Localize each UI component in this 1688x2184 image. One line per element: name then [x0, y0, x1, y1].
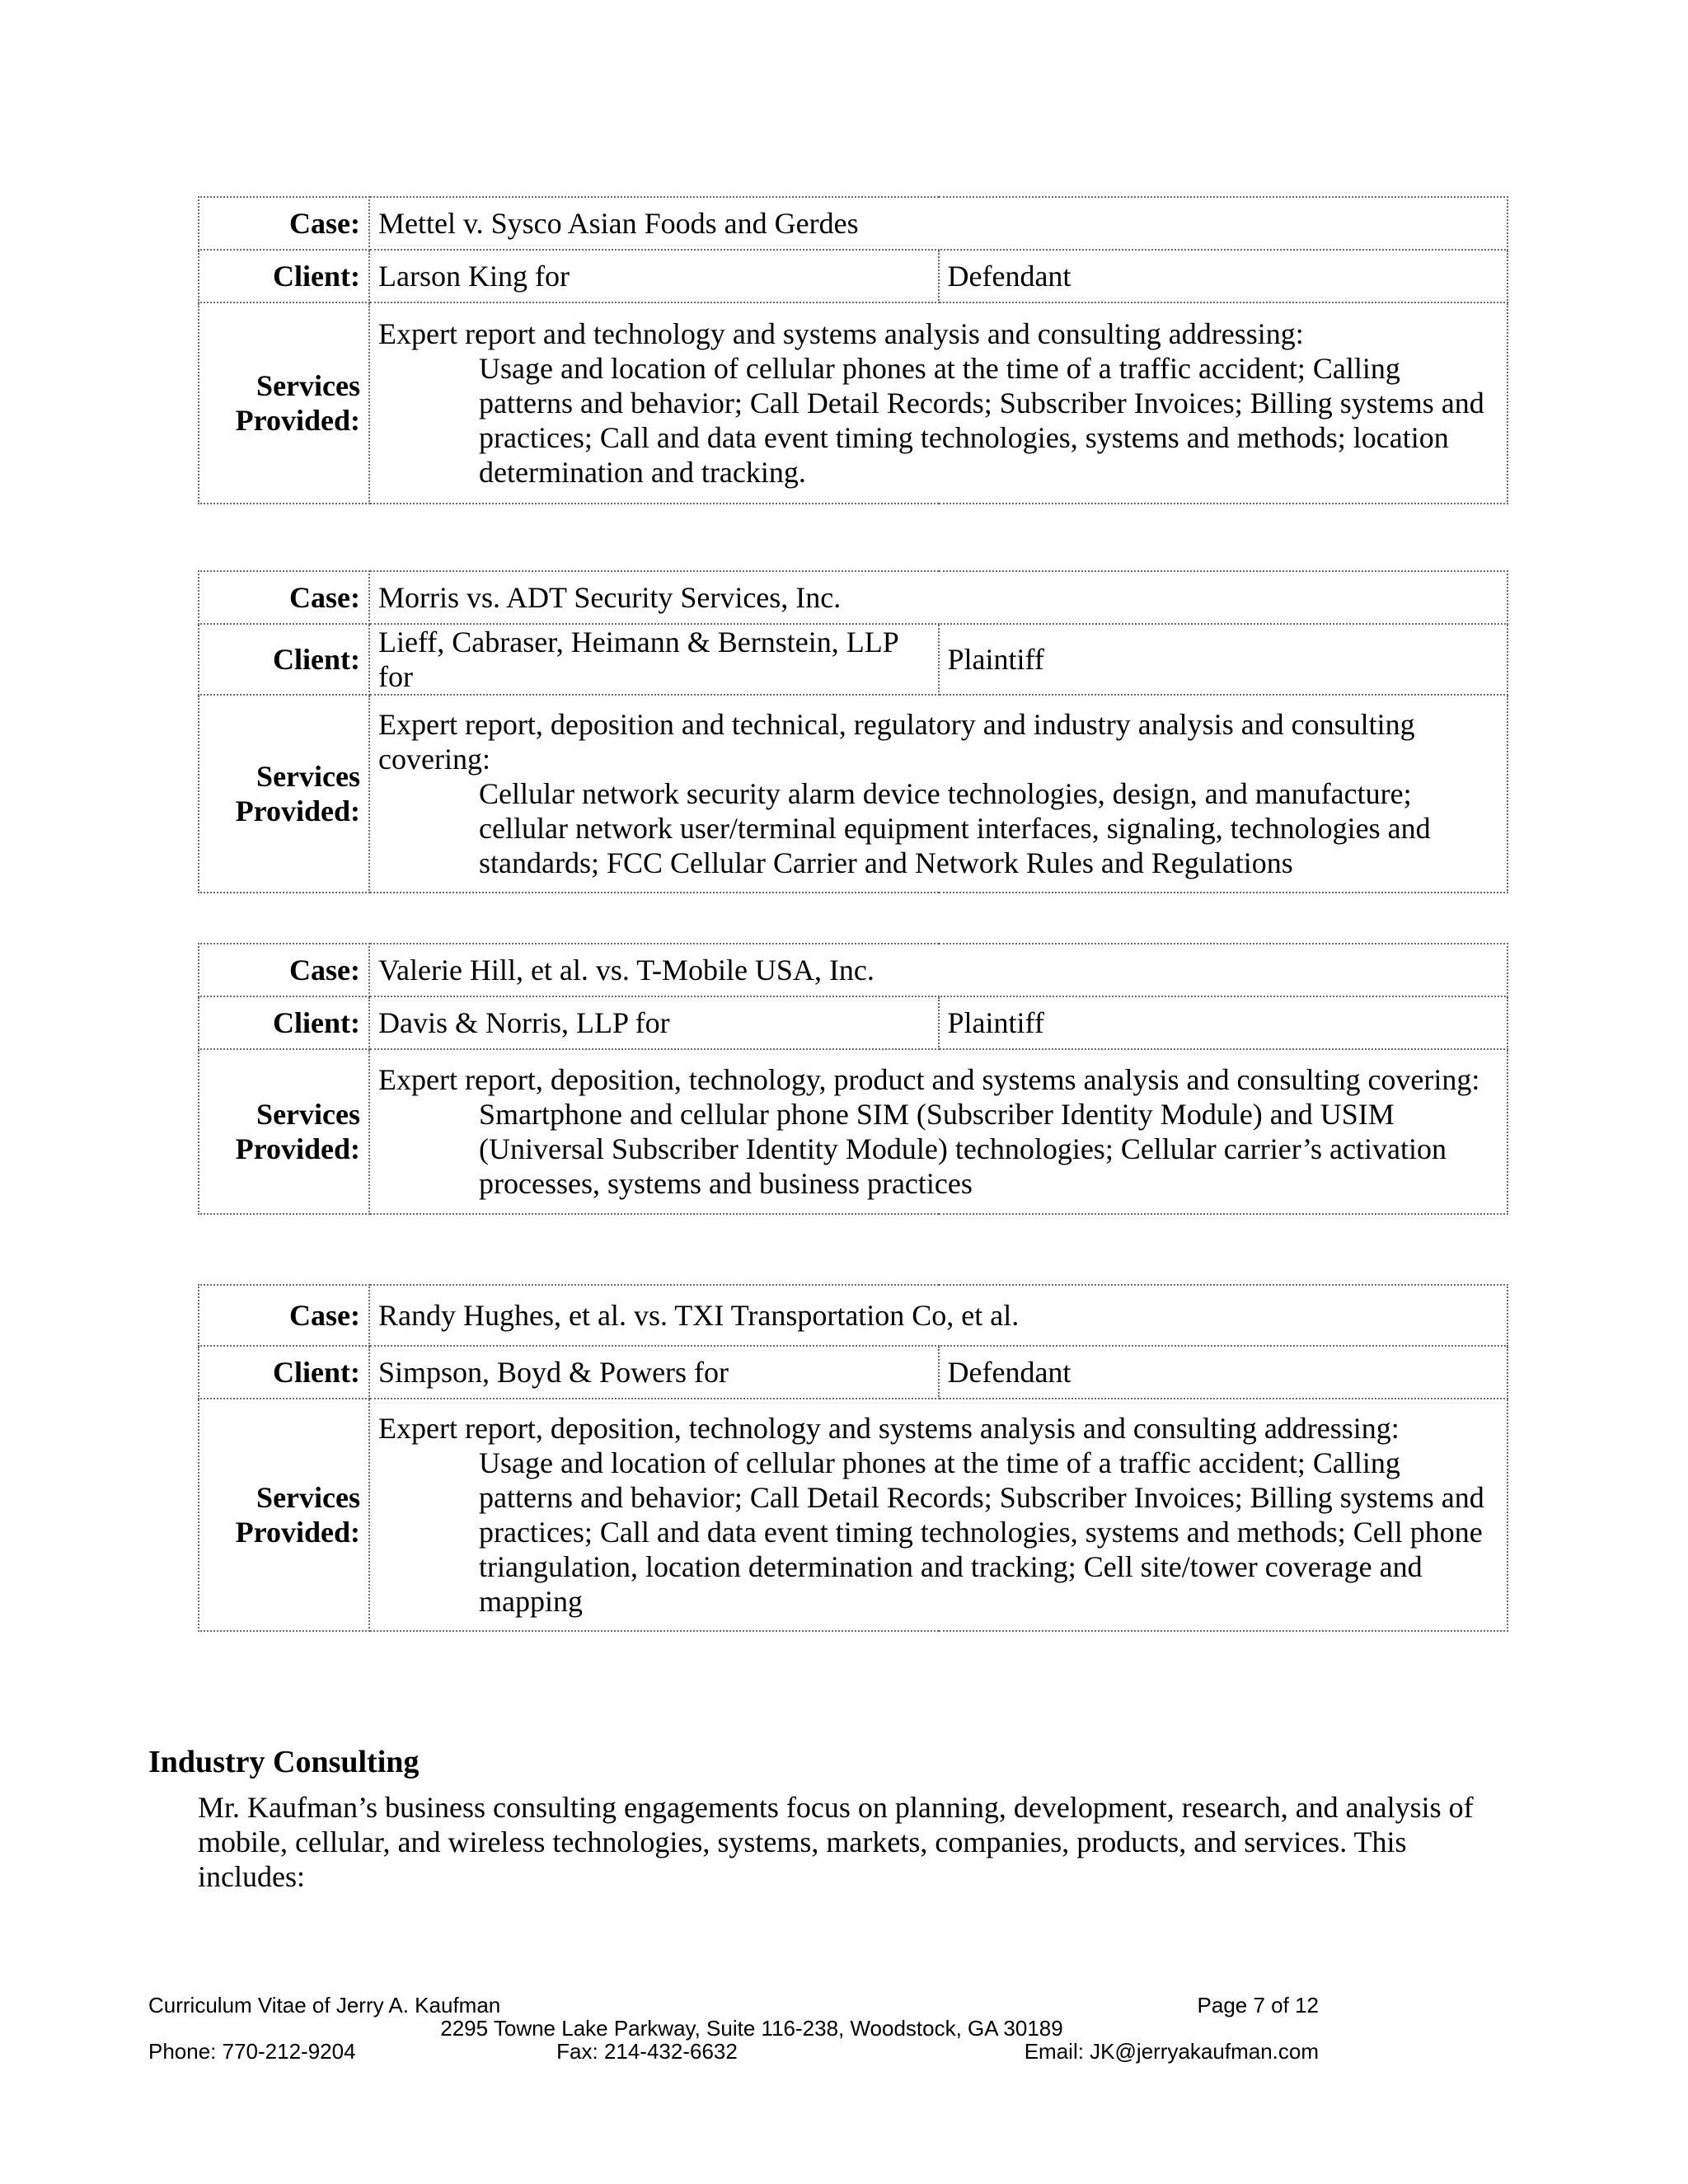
case-table-3: [198, 943, 1508, 1215]
services-intro: Expert report, deposition, technology and systems analysis and consulting addressing:: [378, 1412, 1400, 1445]
services-intro: Expert report, deposition, technology, product and systems analysis and consulting covering:: [378, 1063, 1480, 1096]
case-label: Case:: [199, 571, 369, 624]
case-table-2: [198, 570, 1508, 893]
services-cell: [369, 1399, 1507, 1631]
client-side: Defendant: [939, 250, 1508, 302]
services-intro: Expert report, deposition and technical, regulatory and industry analysis and consulting covering:: [378, 708, 1415, 776]
services-intro: Expert report and technology and systems analysis and consulting addressing:: [378, 317, 1304, 350]
client-side: Plaintiff: [939, 624, 1508, 695]
case-table-4: [198, 1284, 1508, 1632]
services-cell: [369, 1049, 1507, 1214]
client-label: Client:: [199, 624, 369, 695]
case-name: Randy Hughes, et al. vs. TXI Transportation Co, et al.: [369, 1285, 1507, 1346]
footer-page-number: Page 7 of 12: [1197, 1993, 1319, 2018]
footer-fax: Fax: 214-432-6632: [556, 2039, 738, 2064]
services-detail: Smartphone and cellular phone SIM (Subscriber Identity Module) and USIM (Universal Subscriber Identity Module) technologies; Cellular carrier’s activation processes, systems and business practices: [479, 1098, 1447, 1200]
services-cell: [369, 302, 1507, 504]
case-table-1: [198, 196, 1508, 504]
services-label: Services Provided:: [199, 695, 369, 893]
section-body: Mr. Kaufman’s business consulting engagements focus on planning, development, research, and analysis of mobile, cellular, and wireless technologies, systems, markets, companies, products, and services. This includes:: [198, 1791, 1474, 1893]
client-name: Lieff, Cabraser, Heimann & Bernstein, LLP for: [369, 624, 939, 695]
case-name: Morris vs. ADT Security Services, Inc.: [369, 571, 1507, 624]
case-name: Valerie Hill, et al. vs. T-Mobile USA, Inc.: [369, 944, 1507, 996]
client-name: Larson King for: [369, 250, 939, 302]
client-label: Client:: [199, 996, 369, 1049]
case-label: Case:: [199, 944, 369, 996]
client-side: Plaintiff: [939, 996, 1508, 1049]
case-label: Case:: [199, 1285, 369, 1346]
footer-address: 2295 Towne Lake Parkway, Suite 116-238, Woodstock, GA 30189: [440, 2016, 1063, 2041]
services-cell: [369, 695, 1507, 893]
section-title: Industry Consulting: [148, 1745, 420, 1779]
case-label: Case:: [199, 197, 369, 250]
footer-email[interactable]: Email: JK@jerryakaufman.com: [1024, 2039, 1319, 2064]
services-detail: Usage and location of cellular phones at the time of a traffic accident; Calling patterns and behavior; Call Detail Records; Subscriber Invoices; Billing systems and practices; Call and data event timing technologies, systems and methods; location determination and tracking.: [479, 352, 1484, 489]
client-label: Client:: [199, 1346, 369, 1399]
case-name: Mettel v. Sysco Asian Foods and Gerdes: [369, 197, 1507, 250]
services-label: Services Provided:: [199, 1049, 369, 1214]
client-label: Client:: [199, 250, 369, 302]
footer-phone: Phone: 770-212-9204: [148, 2039, 356, 2064]
client-name: Simpson, Boyd & Powers for: [369, 1346, 939, 1399]
services-detail: Cellular network security alarm device technologies, design, and manufacture; cellular network user/terminal equipment interfaces, signaling, technologies and standards; FCC Cellular Carrier and Network Rules and Regulations: [479, 777, 1431, 879]
services-label: Services Provided:: [199, 302, 369, 504]
footer-cv-title: Curriculum Vitae of Jerry A. Kaufman: [148, 1993, 501, 2018]
client-side: Defendant: [939, 1346, 1508, 1399]
services-detail: Usage and location of cellular phones at the time of a traffic accident; Calling patterns and behavior; Call Detail Records; Subscriber Invoices; Billing systems and practices; Call and data event timing technologies, systems and methods; Cell phone triangulation, location determination and tracking; Cell site/tower coverage and mapping: [479, 1446, 1484, 1618]
client-name: Davis & Norris, LLP for: [369, 996, 939, 1049]
services-label: Services Provided:: [199, 1399, 369, 1631]
